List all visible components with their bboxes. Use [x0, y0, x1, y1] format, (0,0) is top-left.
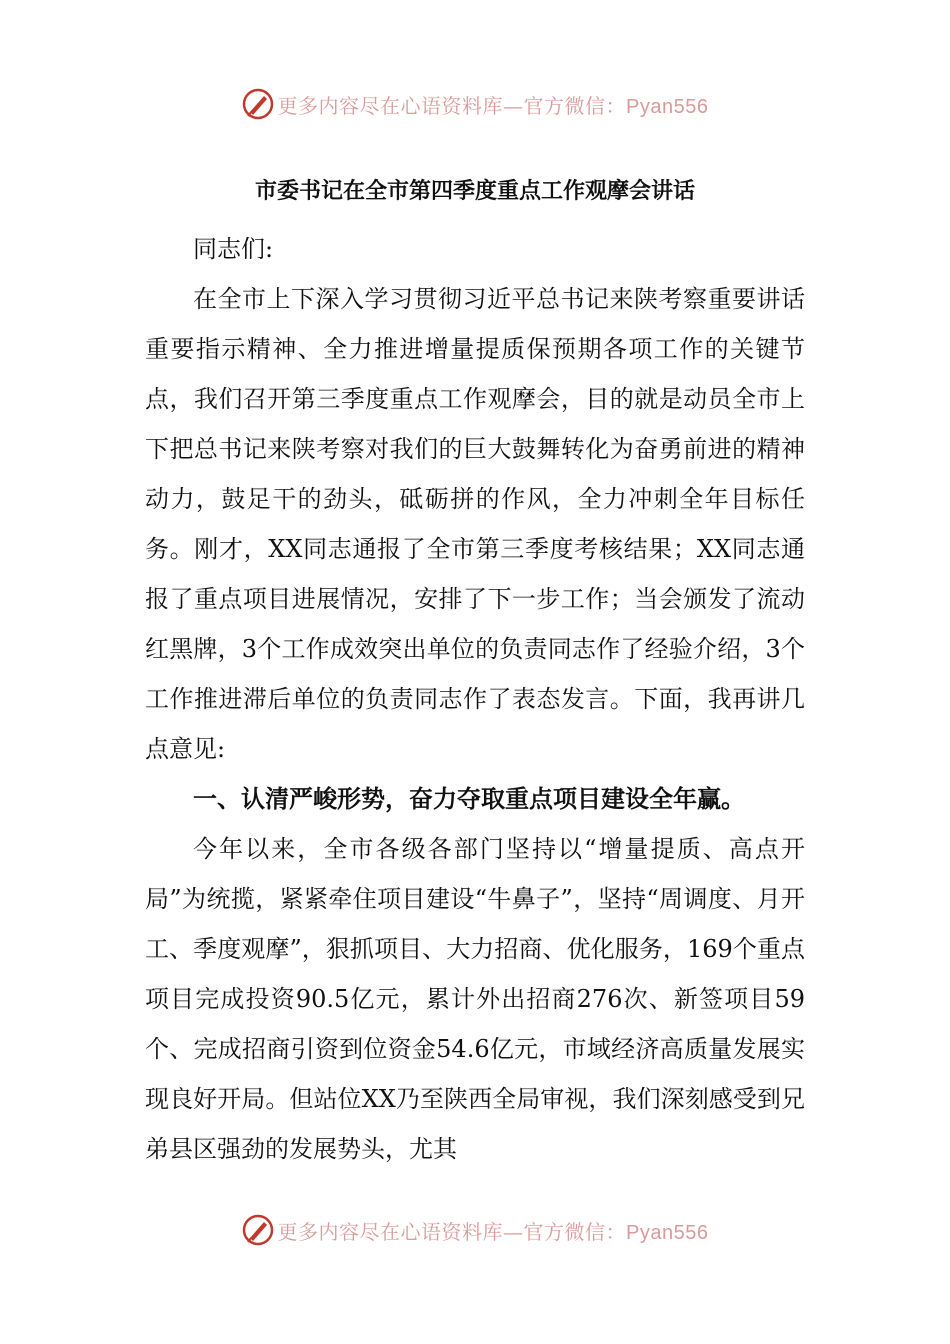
- salutation: 同志们:: [193, 235, 274, 263]
- document-body: [145, 224, 805, 1174]
- watermark-text: 更多内容尽在心语资料库—官方微信：Pyan556: [277, 1219, 709, 1244]
- paragraph: 今年以来，全市各级各部门坚持以“增量提质、高点开局”为统揽，紧紧牵住项目建设“牛鼻子”，坚持“周调度、月开工、季度观摩”，狠抓项目、大力招商、优化服务，169个重点项目完成投资90.5亿元，累计外出招商276次、新签项目59个、完成招商引资到位资金54.6亿元，市域经济高质量发展实现良好开局。但站位XX乃至陕西全局审视，我们深刻感受到兄弟县区强劲的发展势头，尤其: [145, 835, 805, 1163]
- paragraph: 在全市上下深入学习贯彻习近平总书记来陕考察重要讲话重要指示精神、全力推进增量提质保预期各项工作的关键节点，我们召开第三季度重点工作观摩会，目的就是动员全市上下把总书记来陕考察对我们的巨大鼓舞转化为奋勇前进的精神动力，鼓足干的劲头，砥砺拼的作风，全力冲刺全年目标任务。刚才，XX同志通报了全市第三季度考核结果；XX同志通报了重点项目进展情况，安排了下一步工作；当会颁发了流动红黑牌，3个工作成效突出单位的负责同志作了经验介绍，3个工作推进滞后单位的负责同志作了表态发言。下面，我再讲几点意见:: [145, 285, 805, 763]
- quill-logo-icon: [242, 1214, 274, 1246]
- watermark-banner-top: [0, 84, 950, 124]
- document-title: 市委书记在全市第四季度重点工作观摩会讲话: [254, 179, 695, 204]
- watermark-banner-bottom: [0, 1210, 950, 1250]
- quill-logo-icon: [242, 88, 274, 120]
- section-heading: 一、认清严峻形势，奋力夺取重点项目建设全年赢。: [193, 785, 745, 813]
- watermark-text: 更多内容尽在心语资料库—官方微信：Pyan556: [277, 93, 709, 118]
